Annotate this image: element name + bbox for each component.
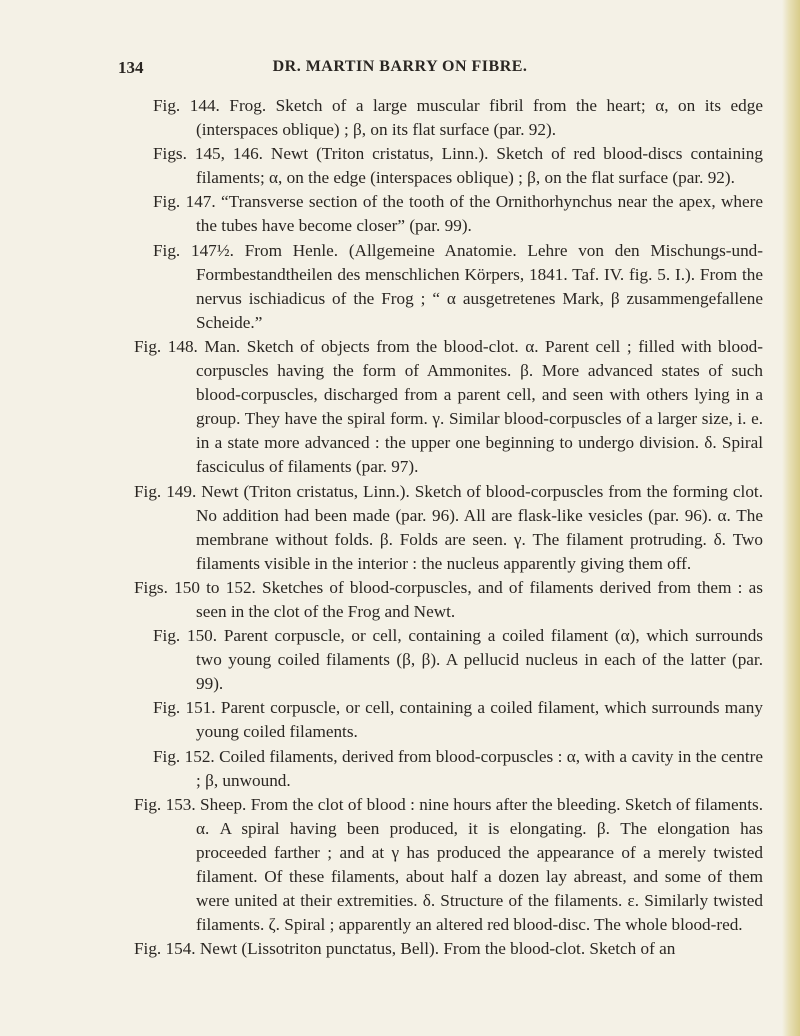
entry-fig-154: Fig. 154. Newt (Lissotriton punctatus, Bell). From the blood-clot. Sketch of an	[134, 939, 676, 959]
page-header	[0, 58, 800, 82]
entry-fig-151: Fig. 151. Parent corpuscle, or cell, containing a coiled filament, which surrounds many young coiled filaments.	[153, 698, 763, 742]
entry-fig-148: Fig. 148. Man. Sketch of objects from the blood-clot. α. Parent cell ; filled with blood-corpuscles having the form of Ammonites. β. More advanced states of such blood-corpuscles, discharged from a parent cell, and seen with others lying in a group. They have the spiral form. γ. Similar blood-corpuscles of a larger size, i. e. in a state more advanced : the upper one beginning to undergo division. δ. Spiral fasciculus of filaments (par. 97).	[134, 336, 763, 477]
entry-figs-150-152: Figs. 150 to 152. Sketches of blood-corpuscles, and of filaments derived from them : as seen in the clot of the Frog and Newt.	[134, 577, 763, 621]
entry-figs-145-146: Figs. 145, 146. Newt (Triton cristatus, Linn.). Sketch of red blood-discs containing filaments; α, on the edge (interspaces oblique) ; β, on the flat surface (par. 92).	[153, 144, 763, 188]
figure-descriptions	[0, 94, 800, 961]
entry-fig-152: Fig. 152. Coiled filaments, derived from blood-corpuscles : α, with a cavity in the centre ; β, unwound.	[153, 746, 763, 790]
entry-fig-153: Fig. 153. Sheep. From the clot of blood : nine hours after the bleeding. Sketch of filaments. α. A spiral having been produced, it is elongating. β. The elongation has proceeded farther ; and at γ has produced the appearance of a merely twisted filament. Of these filaments, about half a dozen lay abreast, and some of them were united at their extremities. δ. Structure of the filaments. ε. Similarly twisted filaments. ζ. Spiral ; apparently an altered red blood-disc. The whole blood-red.	[134, 794, 763, 935]
entry-fig-147-half: Fig. 147½. From Henle. (Allgemeine Anatomie. Lehre von den Mischungs-und-Formbestandtheilen des menschlichen Körpers, 1841. Taf. IV. fig. 5. I.). From the nervus ischiadicus of the Frog ; “ α ausgetretenes Mark, β zusammengefallene Scheide.”	[153, 240, 763, 332]
entry-fig-149: Fig. 149. Newt (Triton cristatus, Linn.). Sketch of blood-corpuscles from the forming clot. No addition had been made (par. 96). All are flask-like vesicles (par. 96). α. The membrane without folds. β. Folds are seen. γ. The filament protruding. δ. Two filaments visible in the interior : the nucleus apparently giving them off.	[134, 481, 763, 573]
entry-fig-150: Fig. 150. Parent corpuscle, or cell, containing a coiled filament (α), which surrounds two young coiled filaments (β, β). A pellucid nucleus in each of the latter (par. 99).	[153, 626, 763, 694]
entry-fig-147: Fig. 147. “Transverse section of the tooth of the Ornithorhynchus near the apex, where the tubes have become closer” (par. 99).	[153, 192, 763, 236]
entry-fig-144: Fig. 144. Frog. Sketch of a large muscular fibril from the heart; α, on its edge (interspaces oblique) ; β, on its flat surface (par. 92).	[153, 96, 763, 140]
running-title: DR. MARTIN BARRY ON FIBRE.	[272, 58, 528, 75]
page-number: 134	[118, 58, 144, 77]
